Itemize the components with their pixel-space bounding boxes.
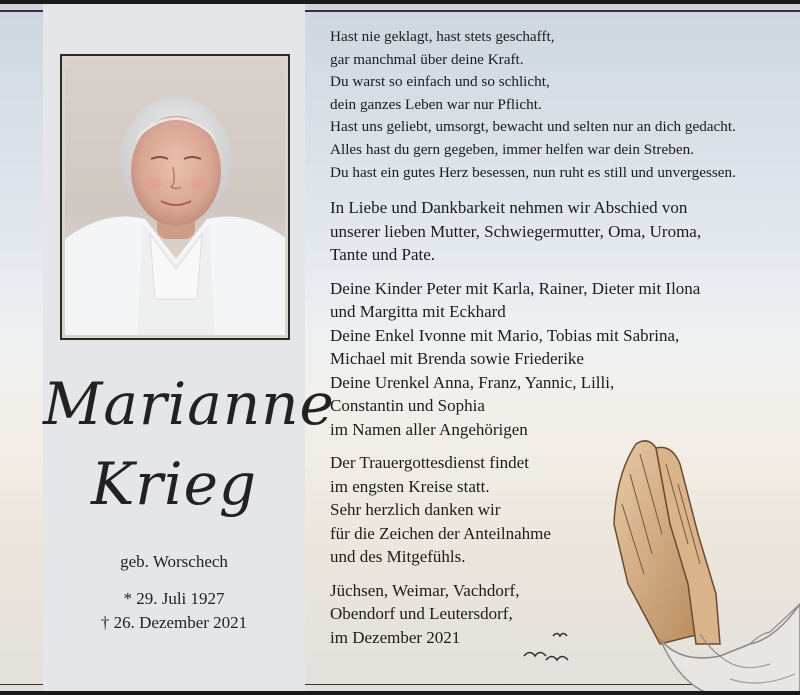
places-line: Obendorf und Leutersdorf, (330, 604, 513, 624)
poem-line: Hast uns geliebt, umsorgt, bewacht und selten nur an dich gedacht. (330, 118, 736, 136)
birds-icon (522, 646, 570, 668)
portrait-photo (65, 59, 285, 335)
farewell-line: In Liebe und Dankbarkeit nehmen wir Abschied von (330, 198, 688, 218)
poem-line: Hast nie geklagt, hast stets geschafft, (330, 28, 555, 45)
portrait-frame (60, 54, 290, 340)
mourner-line: im Namen aller Angehörigen (330, 419, 528, 439)
mourners-list (330, 277, 790, 442)
places-line: im Dezember 2021 (330, 627, 461, 647)
farewell-text (330, 196, 790, 267)
life-dates (43, 587, 305, 635)
deceased-first-name: Marianne (43, 370, 335, 438)
mourner-line: und Margitta mit Eckhard (330, 302, 506, 322)
deceased-last-name: Krieg (90, 450, 258, 518)
service-line: Sehr herzlich danken wir (330, 500, 501, 520)
maiden-name: geb. Worschech (120, 552, 228, 571)
service-line: im engsten Kreise statt. (330, 476, 490, 496)
service-line: und des Mitgefühls. (330, 547, 466, 567)
poem-line: dein ganzes Leben war nur Pflicht. (330, 95, 542, 113)
praying-hands-icon (600, 434, 800, 694)
poem-line: gar manchmal über deine Kraft. (330, 50, 524, 68)
farewell-line: unserer lieben Mutter, Schwiegermutter, Oma, Uroma, (330, 221, 702, 241)
poem-line: Du warst so einfach und so schlicht, (330, 73, 550, 91)
farewell-line: Tante und Pate. (330, 245, 436, 265)
places-line: Jüchsen, Weimar, Vachdorf, (330, 580, 520, 600)
poem-line: Alles hast du gern gegeben, immer helfen war dein Streben. (330, 140, 694, 158)
mourner-line: Deine Enkel Ivonne mit Mario, Tobias mit Sabrina, (330, 325, 680, 345)
mourner-line: Deine Kinder Peter mit Karla, Rainer, Dieter mit Ilona (330, 278, 701, 298)
mourner-line: Constantin und Sophia (330, 396, 485, 416)
portrait-illustration (65, 59, 285, 335)
service-line: für die Zeichen der Anteilnahme (330, 523, 551, 543)
poem (330, 26, 790, 184)
mourner-line: Michael mit Brenda sowie Friederike (330, 349, 584, 369)
death-date: † 26. Dezember 2021 (100, 613, 248, 632)
poem-line: Du hast ein gutes Herz besessen, nun ruht es still und unvergessen. (330, 163, 736, 181)
service-line: Der Trauergottesdienst findet (330, 453, 529, 473)
bird-icon (552, 630, 568, 642)
birth-date: * 29. Juli 1927 (123, 589, 225, 608)
mourner-line: Deine Urenkel Anna, Franz, Yannic, Lilli, (330, 372, 615, 392)
